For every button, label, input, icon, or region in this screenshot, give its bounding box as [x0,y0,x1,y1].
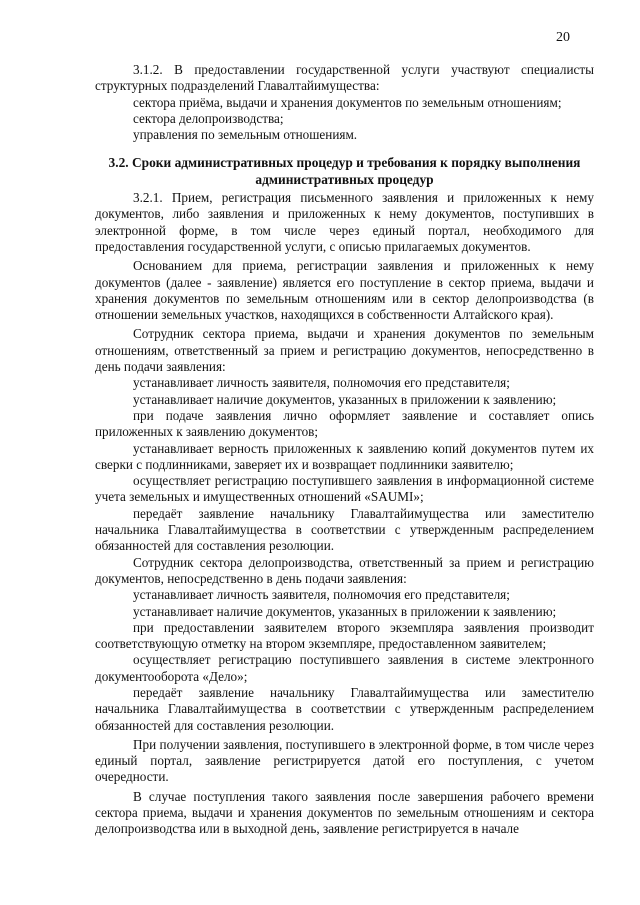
paragraph: При получении заявления, поступившего в электронной форме, в том числе через единый портал, заявление регистрируется датой его поступления, с учетом очередности. [95,736,594,785]
list-item: осуществляет регистрацию поступившего заявления в системе электронного документооборота «Дело»; [95,652,594,684]
paragraph: Сотрудник сектора делопроизводства, ответственный за прием и регистрацию документов, непосредственно в день подачи заявления: [95,554,594,586]
paragraph: 3.2.1. Прием, регистрация письменного заявления и приложенных к нему документов, либо заявления и приложенных к нему документов, поступивших в электронной форме, в том числе через единый портал, необходимого для предоставления государственной услуги, с описью прилагаемых документов. [95,190,594,254]
list-item: устанавливает наличие документов, указанных в приложении к заявлению; [133,391,557,407]
paragraph: В случае поступления такого заявления после завершения рабочего времени сектора приема, выдачи и хранения документов по земельным отношениям и сектора делопроизводства или в выходной день, заявление регистрируется в начале [95,788,594,837]
section-heading-3-2: 3.2. Сроки административных процедур и требования к порядку выполнения административных процедур [108,155,581,187]
list-item: сектора приёма, выдачи и хранения документов по земельным отношениям; [133,94,562,110]
list-item: устанавливает верность приложенных к заявлению копий документов путем их сверки с подлинниками, заверяет их и возвращает подлинники заявителю; [95,440,594,472]
paragraph-3-1-2: 3.1.2. В предоставлении государственной услуги участвуют специалисты структурных подразделений Главалтайимущества: [95,62,594,94]
list-item: управления по земельным отношениям. [133,127,358,143]
list-item: сектора делопроизводства; [133,110,284,126]
list-item: при предоставлении заявителем второго экземпляра заявления производит соответствующую отметку на втором экземпляре, предоставленном заявителем; [95,619,594,652]
page-number: 20 [556,30,570,45]
paragraph: Основанием для приема, регистрации заявления и приложенных к нему документов (далее - заявление) является его поступление в сектор приема, выдачи и хранения документов по земельным отношениям или в сектор делопроизводства (в отношении земельных участков, находящихся в собственности Алтайского края). [95,258,594,323]
paragraph: Сотрудник сектора приема, выдачи и хранения документов по земельным отношениям, ответственный за прием и регистрацию документов, непосредственно в день подачи заявления: [95,326,594,375]
list-item: устанавливает наличие документов, указанных в приложении к заявлению; [133,603,557,619]
list-item: осуществляет регистрацию поступившего заявления в информационной системе учета земельных и имущественных отношений «SAUMI»; [95,473,594,505]
list-item: устанавливает личность заявителя, полномочия его представителя; [133,375,510,391]
list-item: устанавливает личность заявителя, полномочия его представителя; [133,587,510,603]
page-content [95,62,594,838]
list-item: передаёт заявление начальнику Главалтайимущества или заместителю начальника Главалтайимущества в соответствии с утвержденным распределением обязанностей для составления резолюции. [95,505,594,554]
list-item: при подаче заявления лично оформляет заявление и составляет опись приложенных к заявлению документов; [95,407,594,440]
list-item: передаёт заявление начальнику Главалтайимущества или заместителю начальника Главалтайимущества в соответствии с утвержденным распределением обязанностей для составления резолюции. [95,684,594,733]
